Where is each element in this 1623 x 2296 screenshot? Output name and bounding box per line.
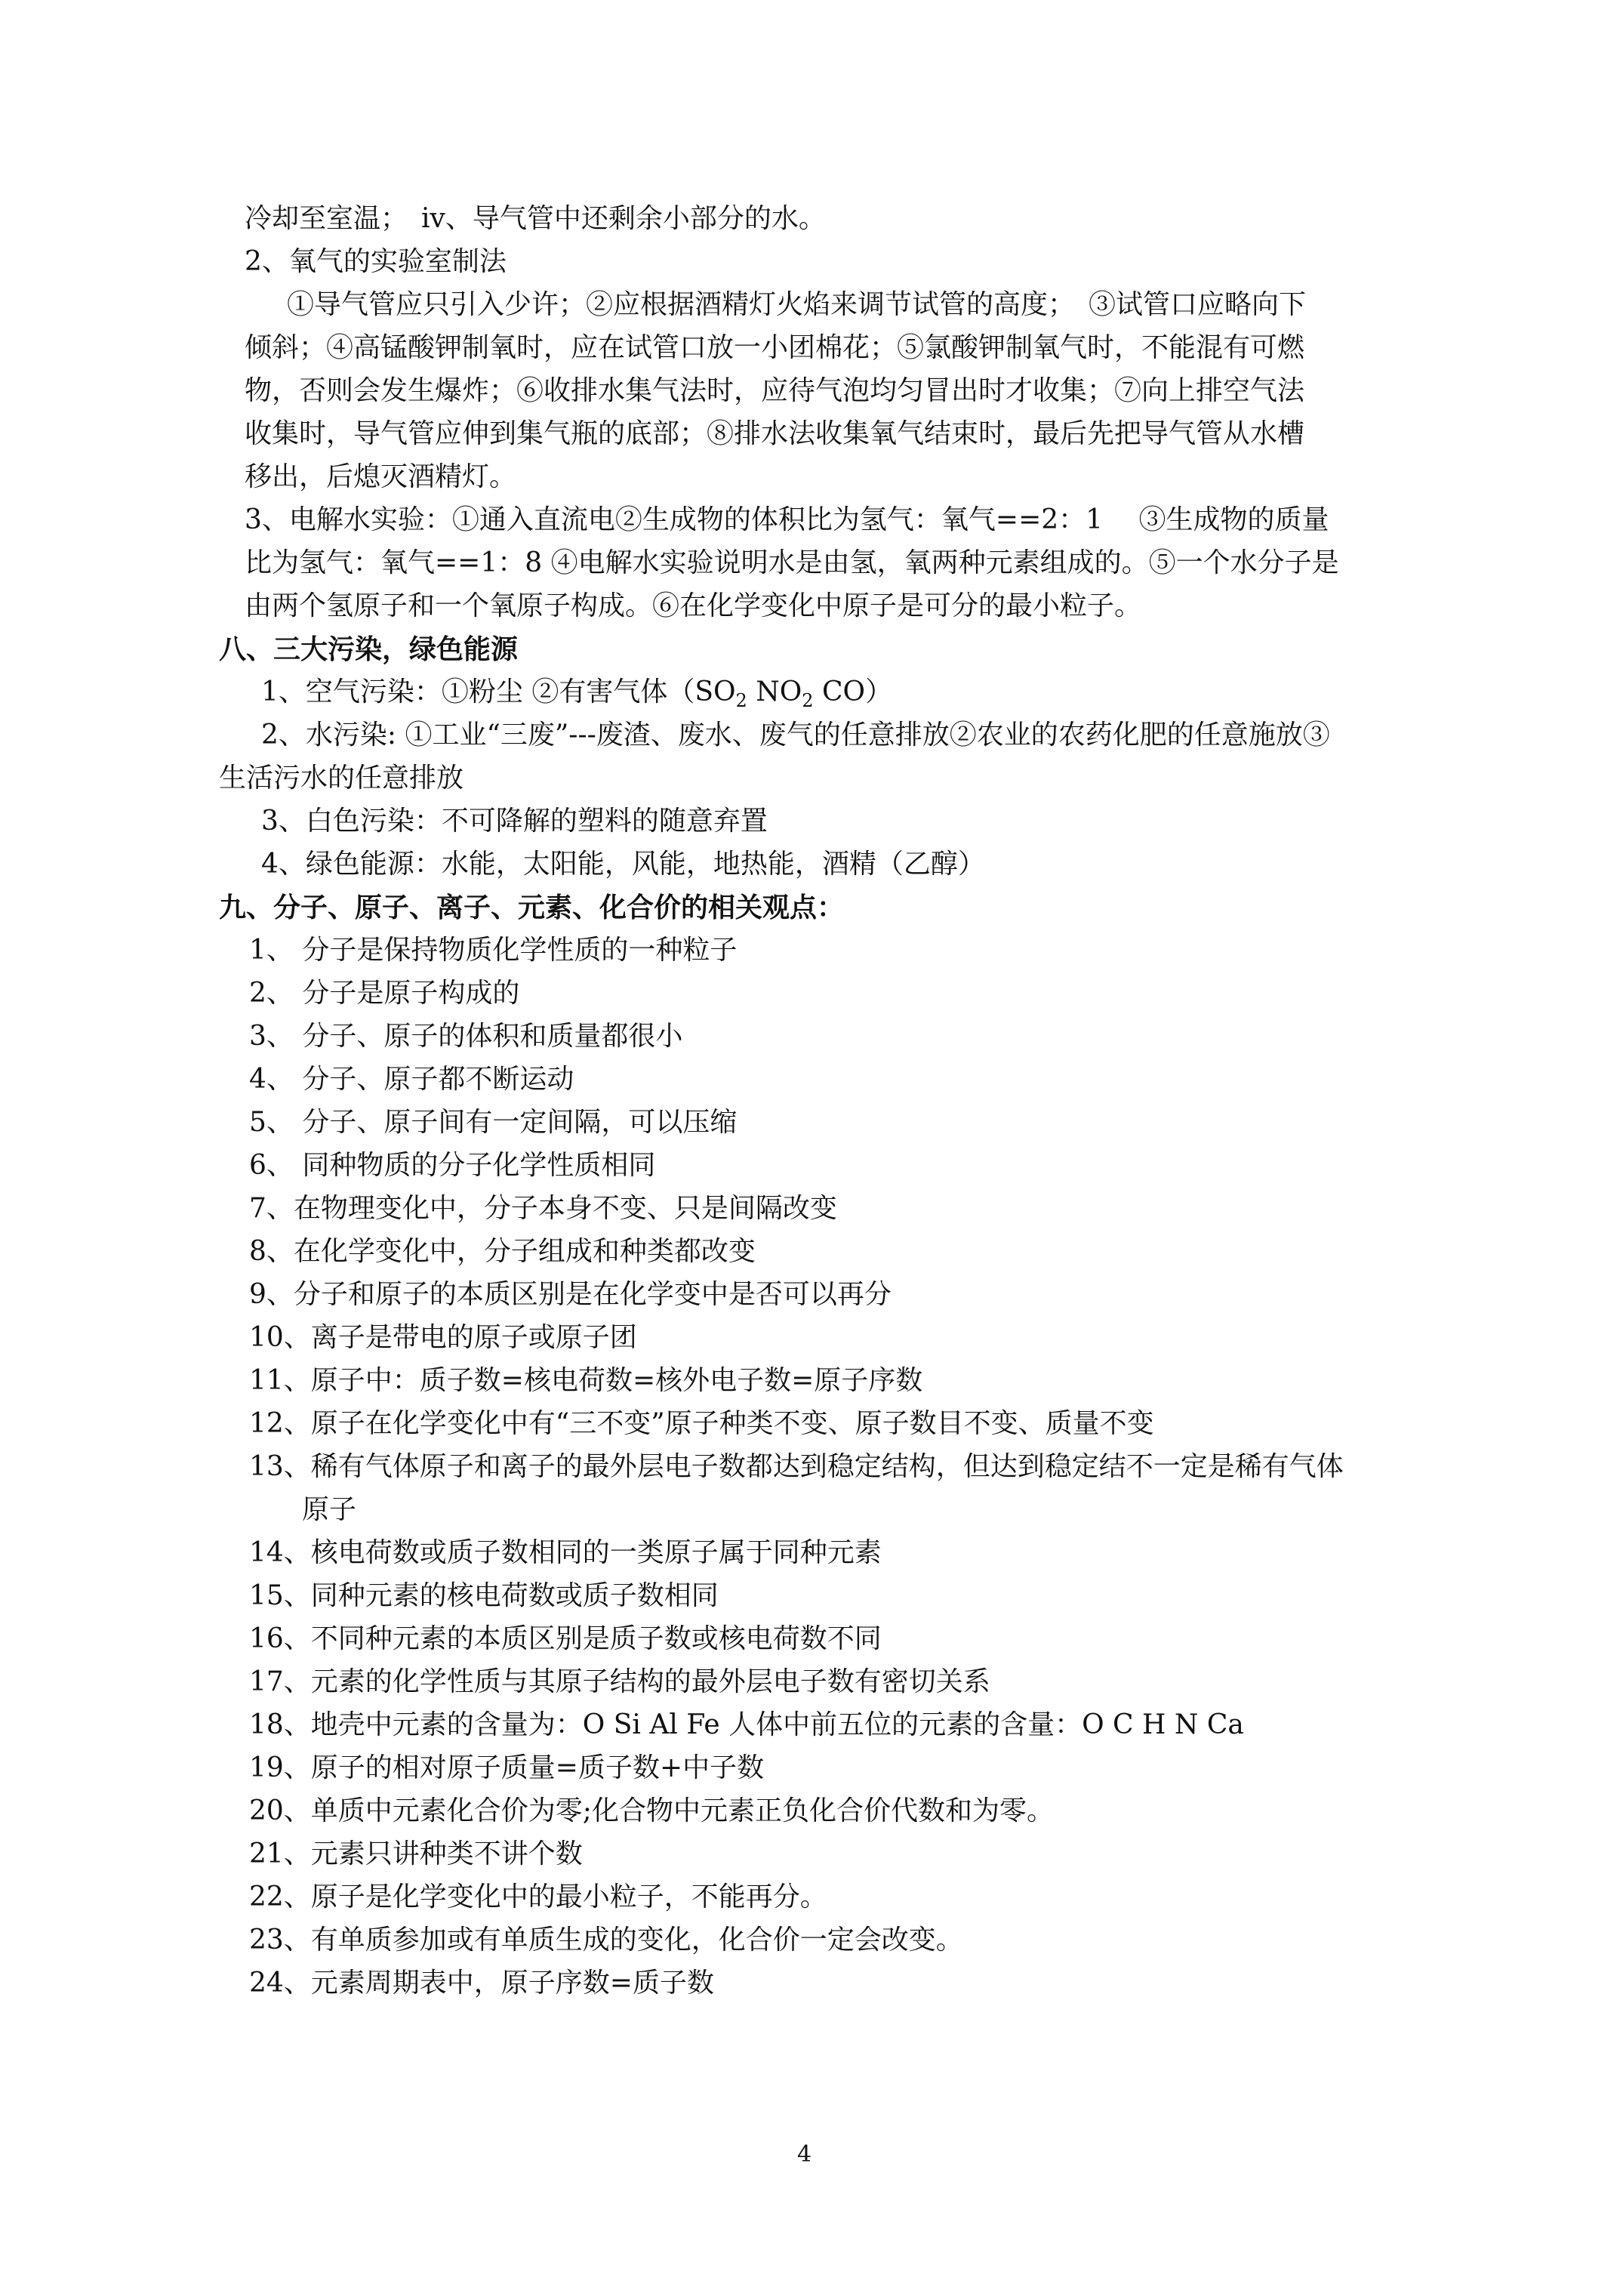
- text-line: ①导气管应只引入少许；②应根据酒精灯火焰来调节试管的高度； ③试管口应略向下: [287, 289, 1307, 320]
- text-line: 生活污水的任意排放: [219, 763, 464, 794]
- list-item: 24、元素周期表中，原子序数=质子数: [249, 1968, 714, 1999]
- list-item: 8、在化学变化中，分子组成和种类都改变: [249, 1236, 756, 1267]
- list-item: 4、 分子、原子都不断运动: [249, 1064, 574, 1095]
- list-item: 1、 分子是保持物质化学性质的一种粒子: [249, 935, 738, 966]
- text-line: 冷却至室温； iv、导气管中还剩余小部分的水。: [245, 203, 826, 234]
- section-heading: 八、三大污染，绿色能源: [219, 633, 519, 665]
- list-item: 14、核电荷数或质子数相同的一类原子属于同种元素: [249, 1537, 882, 1568]
- text-line: 4、绿色能源：水能，太阳能，风能，地热能，酒精（乙醇）: [261, 849, 985, 880]
- text-line: 移出，后熄灭酒精灯。: [245, 461, 517, 492]
- text-line: 比为氢气：氧气==1：8 ④电解水实验说明水是由氢，氧两种元素组成的。⑤一个水分子是: [245, 547, 1339, 578]
- list-item: 10、离子是带电的原子或原子团: [249, 1322, 637, 1353]
- list-item: 21、元素只讲种类不讲个数: [249, 1838, 583, 1869]
- section-heading: 九、分子、原子、离子、元素、化合价的相关观点：: [219, 892, 845, 923]
- list-item: 7、在物理变化中，分子本身不变、只是间隔改变: [249, 1193, 837, 1224]
- text-line: 由两个氢原子和一个氧原子构成。⑥在化学变化中原子是可分的最小粒子。: [245, 590, 1142, 621]
- list-item: 19、原子的相对原子质量=质子数+中子数: [249, 1752, 765, 1783]
- text-line: [261, 674, 892, 719]
- text-line: 2、水污染: ①工业“三废”---废渣、废水、废气的任意排放②农业的农药化肥的任意施放③: [261, 720, 1330, 750]
- list-item: 17、元素的化学性质与其原子结构的最外层电子数有密切关系: [249, 1666, 990, 1697]
- list-item: 13、稀有气体原子和离子的最外层电子数都达到稳定结构，但达到稳定结不一定是稀有气体: [249, 1451, 1344, 1482]
- text-segment: 1、空气污染：①粉尘 ②有害气体（SO: [261, 676, 736, 707]
- list-item: 22、原子是化学变化中的最小粒子，不能再分。: [249, 1881, 827, 1912]
- text-line: 物，否则会发生爆炸；⑥收排水集气法时，应待气泡均匀冒出时才收集；⑦向上排空气法: [245, 375, 1305, 406]
- list-item: 9、分子和原子的本质区别是在化学变中是否可以再分: [249, 1279, 892, 1310]
- list-item: 5、 分子、原子间有一定间隔，可以压缩: [249, 1107, 738, 1138]
- list-item: 18、地壳中元素的含量为：O Si Al Fe 人体中前五位的元素的含量：O C H N Ca: [249, 1709, 1244, 1740]
- text-line: 倾斜；④高锰酸钾制氧时，应在试管口放一小团棉花；⑤氯酸钾制氧气时，不能混有可燃: [245, 332, 1305, 363]
- list-item: 23、有单质参加或有单质生成的变化，化合价一定会改变。: [249, 1925, 963, 1955]
- list-item-continuation: 原子: [302, 1494, 357, 1525]
- text-segment: CO）: [813, 676, 893, 707]
- subscript: 2: [802, 690, 814, 711]
- list-item: 20、单质中元素化合价为零;化合物中元素正负化合价代数和为零。: [249, 1795, 1054, 1826]
- text-segment: NO: [747, 676, 802, 707]
- text-line: 3、白色污染：不可降解的塑料的随意弃置: [261, 806, 768, 837]
- text-line: 3、电解水实验：①通入直流电②生成物的体积比为氢气：氧气==2：1 ③生成物的质量: [245, 504, 1329, 535]
- page-number: 4: [797, 2141, 812, 2168]
- list-item: 6、 同种物质的分子化学性质相同: [249, 1150, 656, 1181]
- list-item: 3、 分子、原子的体积和质量都很小: [249, 1021, 683, 1052]
- list-item: 16、不同种元素的本质区别是质子数或核电荷数不同: [249, 1623, 882, 1654]
- list-item: 15、同种元素的核电荷数或质子数相同: [249, 1580, 719, 1611]
- list-item: 2、 分子是原子构成的: [249, 978, 520, 1009]
- text-line: 2、氧气的实验室制法: [245, 246, 507, 277]
- list-item: 12、原子在化学变化中有“三不变”原子种类不变、原子数目不变、质量不变: [249, 1408, 1154, 1439]
- subscript: 2: [735, 690, 747, 711]
- text-line: 收集时，导气管应伸到集气瓶的底部；⑧排水法收集氧气结束时，最后先把导气管从水槽: [245, 418, 1305, 449]
- list-item: 11、原子中：质子数=核电荷数=核外电子数=原子序数: [249, 1365, 923, 1396]
